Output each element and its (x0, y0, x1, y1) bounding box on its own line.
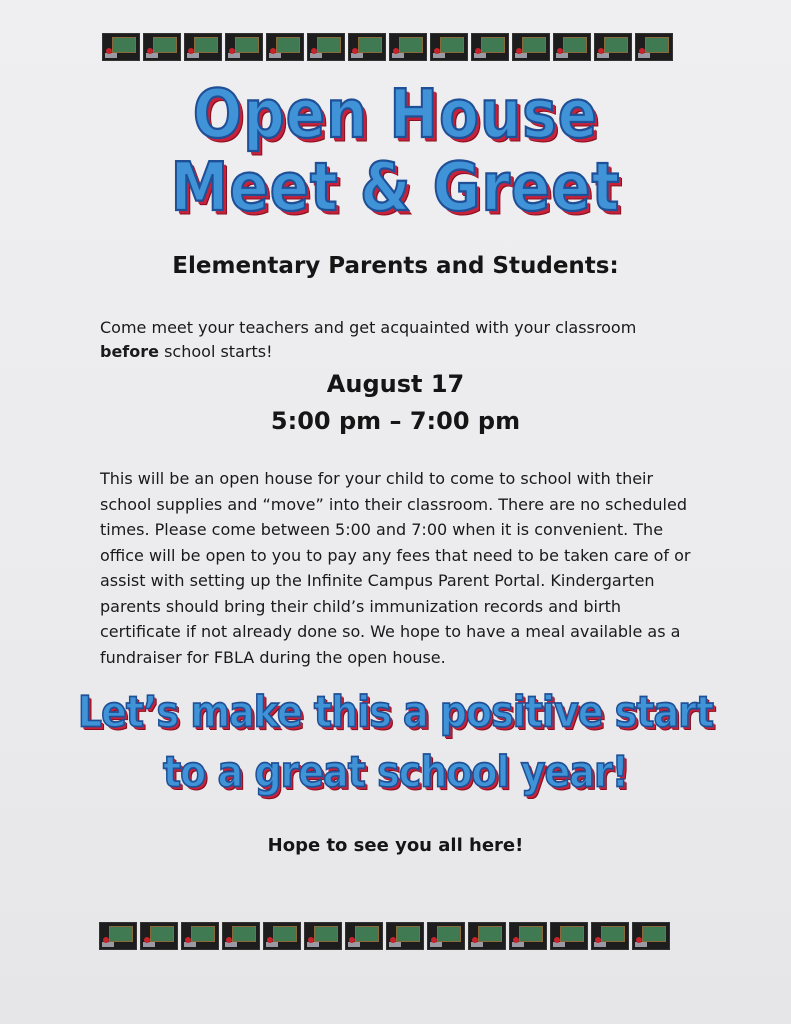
chalkboard-apple-icon (184, 33, 222, 61)
chalkboard-apple-icon (140, 922, 178, 950)
chalkboard-apple-icon (594, 33, 632, 61)
event-time: 5:00 pm – 7:00 pm (270, 407, 521, 435)
chalkboard-apple-icon (143, 33, 181, 61)
chalkboard-apple-icon (635, 33, 673, 61)
chalkboard-apple-icon (430, 33, 468, 61)
chalkboard-apple-icon (386, 922, 424, 950)
chalkboard-apple-icon (348, 33, 386, 61)
audience-heading: Elementary Parents and Students: (172, 253, 619, 279)
intro-paragraph (100, 316, 700, 364)
chalkboard-apple-icon (266, 33, 304, 61)
chalkboard-apple-icon (307, 33, 345, 61)
chalkboard-apple-icon (389, 33, 427, 61)
chalkboard-apple-icon (304, 922, 342, 950)
chalkboard-apple-icon (263, 922, 301, 950)
chalkboard-apple-icon (550, 922, 588, 950)
chalkboard-apple-icon (102, 33, 140, 61)
chalkboard-apple-icon (222, 922, 260, 950)
intro-text-bold: before (100, 342, 159, 361)
details-paragraph: This will be an open house for your child to come to school with their school supplies and “move” into their classroom. There are no scheduled times. Please come between 5:00 and 7:00 when it is convenient. The office will be open to you to pay any fees that need to be taken care of or assist with setting up the Infinite Campus Parent Portal. Kindergarten parents should bring their child’s immunization records and birth certificate if not already done so. We hope to have a meal available as a fundraiser for FBLA during the open house. (100, 469, 691, 667)
intro-text-end: school starts! (159, 342, 273, 361)
chalkboard-apple-icon (225, 33, 263, 61)
chalkboard-apple-icon (553, 33, 591, 61)
chalkboard-apple-icon (591, 922, 629, 950)
chalkboard-apple-icon (181, 922, 219, 950)
chalkboard-apple-icon (427, 922, 465, 950)
chalkboard-apple-icon (345, 922, 383, 950)
title-line-2: Meet & Greet (170, 147, 621, 227)
chalkboard-apple-icon (632, 922, 670, 950)
chalkboard-apple-icon (99, 922, 137, 950)
chalkboard-apple-icon (509, 922, 547, 950)
chalkboard-apple-icon (468, 922, 506, 950)
chalkboard-apple-icon (512, 33, 550, 61)
event-date: August 17 (326, 370, 465, 398)
top-clipart-border (102, 33, 673, 61)
slogan-line-1: Let’s make this a positive start (77, 687, 714, 737)
intro-text-start: Come meet your teachers and get acquainted with your classroom (100, 318, 637, 337)
closing-line: Hope to see you all here! (267, 835, 524, 856)
bottom-clipart-border (99, 922, 670, 950)
chalkboard-apple-icon (471, 33, 509, 61)
slogan-line-2: to a great school year! (162, 747, 629, 797)
title-line-1: Open House (192, 74, 599, 154)
